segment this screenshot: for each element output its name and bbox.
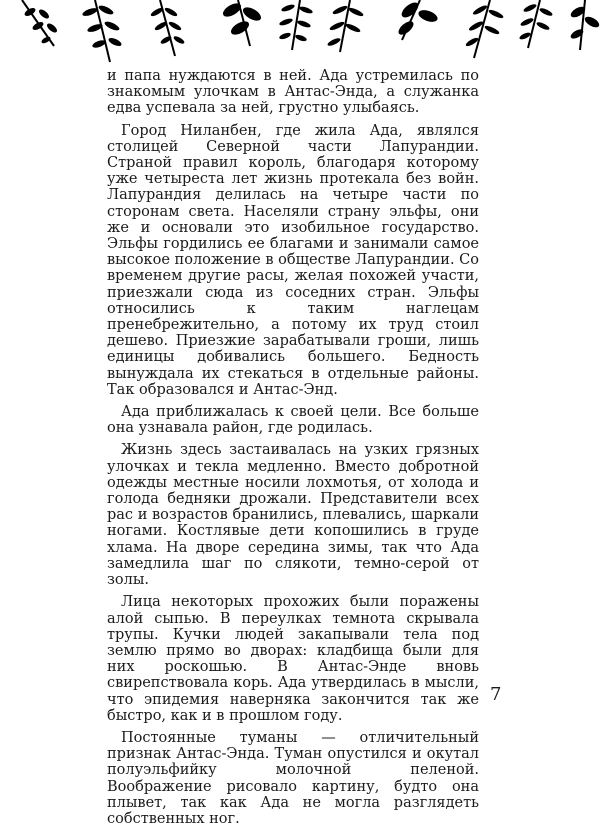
paragraph-3: Ада приближалась к своей цели. Все больше она узнавала район, где родилась. <box>107 404 479 437</box>
fern-branch-5 <box>279 0 314 50</box>
paragraph-4: Жизнь здесь застаивалась на узких грязных улочках и текла медленно. Вместо добротной одежды местные носили лохмотья, от холода и голода бедняки дрожали. Представители всех рас и возрастов бранились, плевались, шаркали ногами. Костлявые дети копошились в груде хлама. На дворе середина зимы, так что Ада замедлила шаг по слякоти, темно-серой от золы. <box>107 442 479 589</box>
fern-branch-3 <box>150 0 186 56</box>
paragraph-6: Постоянные туманы — отличительный признак Антас-Энда. Туман опустился и окутал полуэльфийку молочной пеленой. Воображение рисовало картину, будто она плывет, так как Ада не могла разглядеть собственных ног. <box>107 729 479 827</box>
leaf-branch-4 <box>221 0 263 46</box>
paragraph-5: Лица некоторых прохожих были поражены алой сыпью. В переулках темнота скрывала трупы. Кучки людей закапывали тела под землю прямо во дворах: кладбища были для них роскошью. В Антас-Энде вновь свирепствовала корь. Ада утвердилась в мысли, что эпидемия наверняка закончится так же быстро, как и в прошлом году. <box>107 594 479 724</box>
leaf-branch-10 <box>569 0 600 50</box>
leaf-branches-icon <box>0 0 600 66</box>
fern-branch-1 <box>22 0 59 46</box>
leaf-branch-7 <box>396 0 439 40</box>
fern-branch-9 <box>519 0 554 48</box>
page-number: 7 <box>490 684 502 705</box>
body-text <box>107 68 479 827</box>
paragraph-1: и папа нуждаются в ней. Ада устремилась по знакомым улочкам в Антас-Энда, а служанка едва успевала за ней, грустно улыбаясь. <box>107 68 479 117</box>
fern-branch-8 <box>465 0 505 58</box>
paragraph-2: Город Ниланбен, где жила Ада, являлся столицей Северной части Лапурандии. Страной правил король, благодаря которому уже четыреста лет жизнь протекала без войн. Лапурандия делилась на четыре части по сторонам света. Населяли страну эльфы, они же и основали это изобильное государство. Эльфы гордились ее благами и занимали самое высокое положение в обществе Лапурандии. Со временем другие расы, желая похожей участи, приезжали сюда из соседних стран. Эльфы относились к таким наглецам пренебрежительно, а потому их труд стоил дешево. Приезжие зарабатывали гроши, лишь единицы добивались большего. Бедность вынуждала их стекаться в отдельные районы. Так образовался и Антас-Энд. <box>107 122 479 398</box>
fern-branch-6 <box>327 0 365 52</box>
fern-branch-2 <box>81 0 122 62</box>
